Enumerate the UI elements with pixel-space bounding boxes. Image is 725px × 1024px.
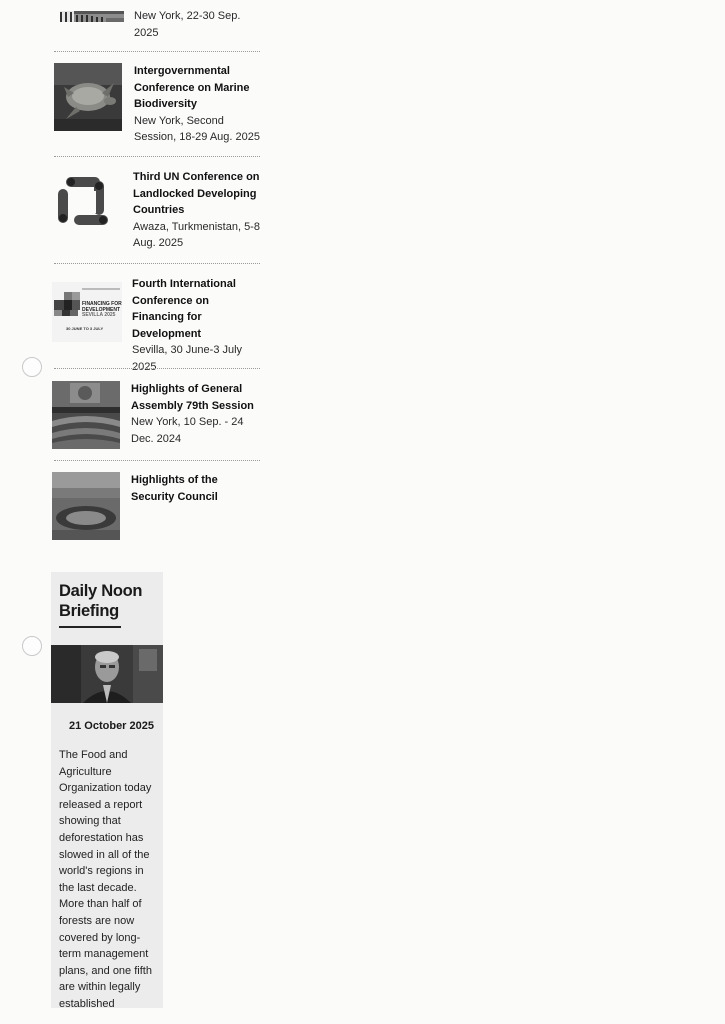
- lldc-logo-icon: [54, 169, 120, 235]
- briefing-heading: Daily Noon Briefing: [59, 582, 143, 620]
- divider: [54, 156, 260, 157]
- event-meta: Sevilla, 30 June-3 July 2025: [132, 344, 243, 373]
- event-title: Third UN Conference on Landlocked Developing Countries: [133, 171, 260, 217]
- event-item[interactable]: [52, 472, 260, 542]
- assembly-hall-photo: [52, 381, 120, 449]
- event-meta: New York, Second Session, 18-29 Aug. 2025: [134, 114, 260, 144]
- daily-noon-briefing-card[interactable]: [51, 572, 163, 1008]
- sea-turtle-photo: [54, 63, 122, 131]
- general-assembly-hall-icon: [60, 10, 124, 22]
- divider: [54, 460, 260, 461]
- divider: [54, 263, 260, 264]
- ffd-logo-text: FINANCING FOR DEVELOPMENT SEVILLA 2025: [82, 301, 122, 318]
- event-title: Highlights of the Security Council: [131, 474, 218, 503]
- event-title: Highlights of General Assembly 79th Session: [131, 383, 254, 412]
- punch-hole-top: [22, 357, 42, 377]
- event-item[interactable]: [52, 276, 260, 373]
- divider: [54, 368, 260, 369]
- ffd-logo: [52, 282, 122, 342]
- briefing-summary: The Food and Agriculture Organization today released a report showing that deforestation has slowed in all of the world's regions in the last decade. More than half of forests are now covered by long-term management plans, and one fifth are within legally established: [59, 749, 152, 1008]
- ffd-logo-dates: 30 JUNE TO 3 JULY: [66, 326, 104, 331]
- spokesperson-portrait-photo: [51, 645, 163, 703]
- heading-underline: [59, 626, 121, 628]
- event-meta: New York, 10 Sep. - 24 Dec. 2024: [131, 416, 244, 445]
- event-item[interactable]: [52, 0, 260, 46]
- punch-hole-bottom: [22, 636, 42, 656]
- event-title: Intergovernmental Conference on Marine Biodiversity: [134, 65, 250, 111]
- event-item[interactable]: [52, 63, 260, 147]
- event-meta: Awaza, Turkmenistan, 5-8 Aug. 2025: [133, 220, 260, 250]
- event-item[interactable]: [52, 169, 260, 253]
- event-item[interactable]: [52, 381, 260, 453]
- security-council-chamber-photo: [52, 472, 120, 540]
- event-meta: New York, 22-30 Sep. 2025: [134, 10, 241, 39]
- briefing-date: 21 October 2025: [69, 720, 154, 732]
- event-title: Fourth International Conference on Financing for Development: [132, 278, 236, 340]
- divider: [54, 51, 260, 52]
